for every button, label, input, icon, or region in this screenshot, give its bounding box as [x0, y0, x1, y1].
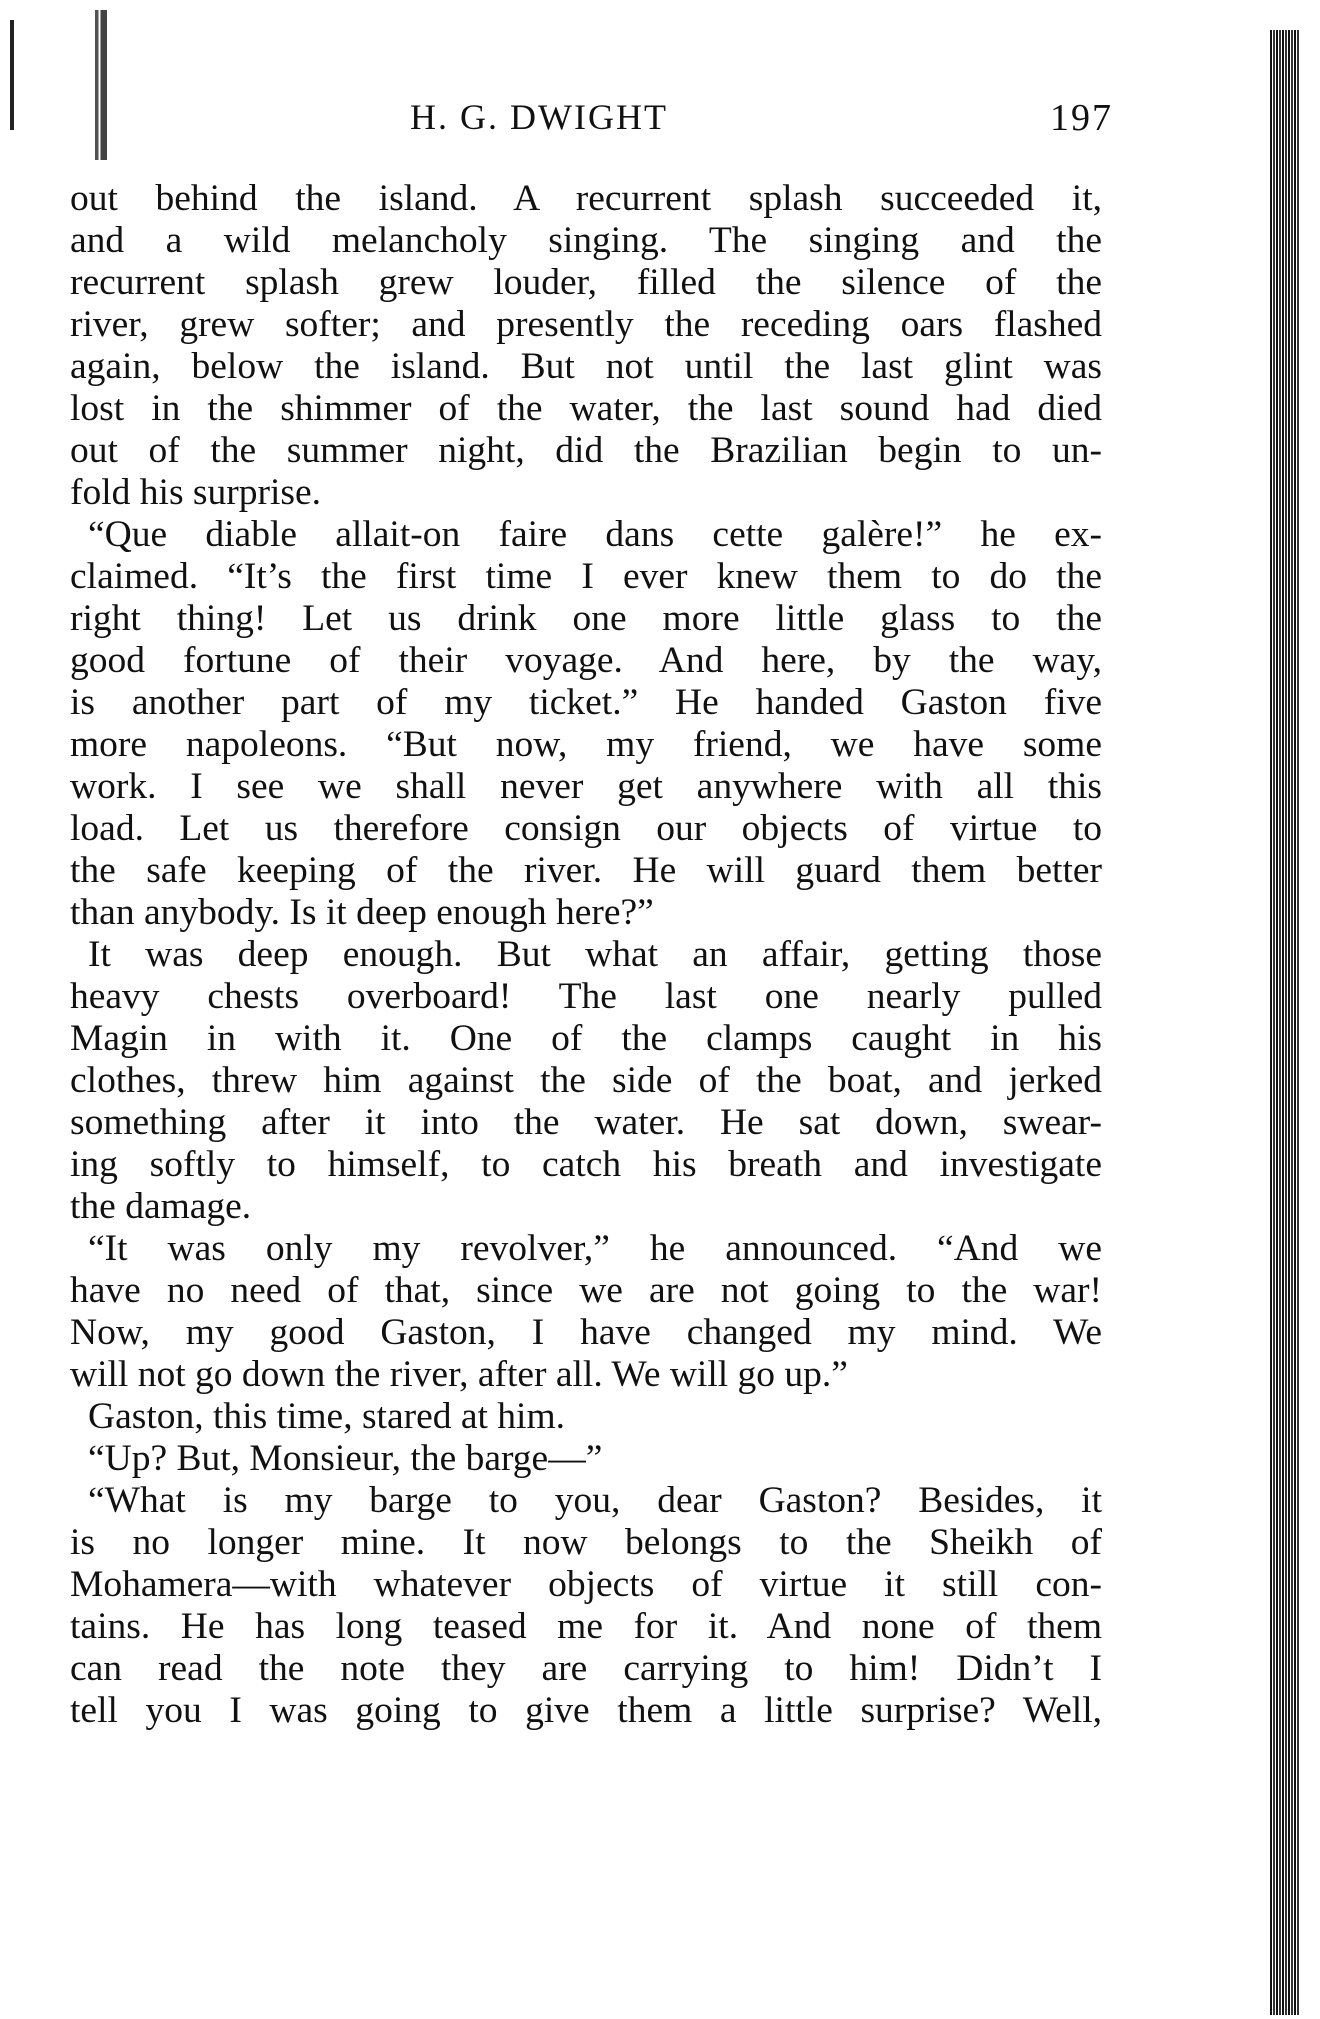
text-line: have no need of that, since we are not going to the war! [70, 1270, 1102, 1311]
text-line: the damage. [70, 1186, 252, 1227]
text-line: Mohamera—with whatever objects of virtue it still con- [70, 1564, 1102, 1605]
text-line: claimed. “It’s the first time I ever knew them to do the [70, 556, 1102, 597]
text-line: work. I see we shall never get anywhere with all this [70, 766, 1102, 807]
binding-edge-right [1270, 30, 1300, 2015]
text-line: heavy chests overboard! The last one nearly pulled [70, 976, 1102, 1017]
text-line: fold his surprise. [70, 472, 322, 513]
text-line: something after it into the water. He sat down, swear- [70, 1102, 1102, 1143]
text-line: load. Let us therefore consign our objects of virtue to [70, 808, 1102, 849]
text-line: ing softly to himself, to catch his breath and investigate [70, 1144, 1102, 1185]
text-line: lost in the shimmer of the water, the last sound had died [70, 388, 1102, 429]
text-line: again, below the island. But not until the last glint was [70, 346, 1102, 387]
text-line: clothes, threw him against the side of the boat, and jerked [70, 1060, 1102, 1101]
text-line: right thing! Let us drink one more little glass to the [70, 598, 1102, 639]
text-line: river, grew softer; and presently the receding oars flashed [70, 304, 1102, 345]
text-line: and a wild melancholy singing. The singing and the [70, 220, 1102, 261]
text-line: Now, my good Gaston, I have changed my mind. We [70, 1312, 1102, 1353]
text-line: the safe keeping of the river. He will guard them better [70, 850, 1102, 891]
text-line: “Up? But, Monsieur, the barge—” [88, 1438, 603, 1479]
text-line: will not go down the river, after all. We will go up.” [70, 1354, 848, 1395]
text-line: recurrent splash grew louder, filled the silence of the [70, 262, 1102, 303]
text-line: tains. He has long teased me for it. And none of them [70, 1606, 1102, 1647]
text-line: It was deep enough. But what an affair, getting those [88, 934, 1102, 975]
binding-mark-left-inner [95, 10, 107, 160]
text-line: “What is my barge to you, dear Gaston? Besides, it [88, 1480, 1102, 1521]
text-line: good fortune of their voyage. And here, by the way, [70, 640, 1102, 681]
text-line: tell you I was going to give them a little surprise? Well, [70, 1690, 1102, 1731]
text-line: is no longer mine. It now belongs to the Sheikh of [70, 1522, 1102, 1563]
text-line: Magin in with it. One of the clamps caught in his [70, 1018, 1102, 1059]
text-line: “It was only my revolver,” he announced. “And we [88, 1228, 1102, 1269]
text-line: than anybody. Is it deep enough here?” [70, 892, 654, 933]
running-head-author: H. G. DWIGHT [410, 97, 668, 137]
binding-mark-left [10, 20, 14, 130]
text-line: out behind the island. A recurrent splash succeeded it, [70, 178, 1102, 219]
text-line: can read the note they are carrying to him! Didn’t I [70, 1648, 1102, 1689]
body-text [70, 178, 1102, 1732]
text-line: more napoleons. “But now, my friend, we have some [70, 724, 1102, 765]
text-line: “Que diable allait-on faire dans cette galère!” he ex- [88, 514, 1102, 555]
text-line: is another part of my ticket.” He handed Gaston five [70, 682, 1102, 723]
page-number: 197 [1050, 97, 1113, 139]
text-line: Gaston, this time, stared at him. [88, 1396, 566, 1437]
text-line: out of the summer night, did the Brazilian begin to un- [70, 430, 1102, 471]
